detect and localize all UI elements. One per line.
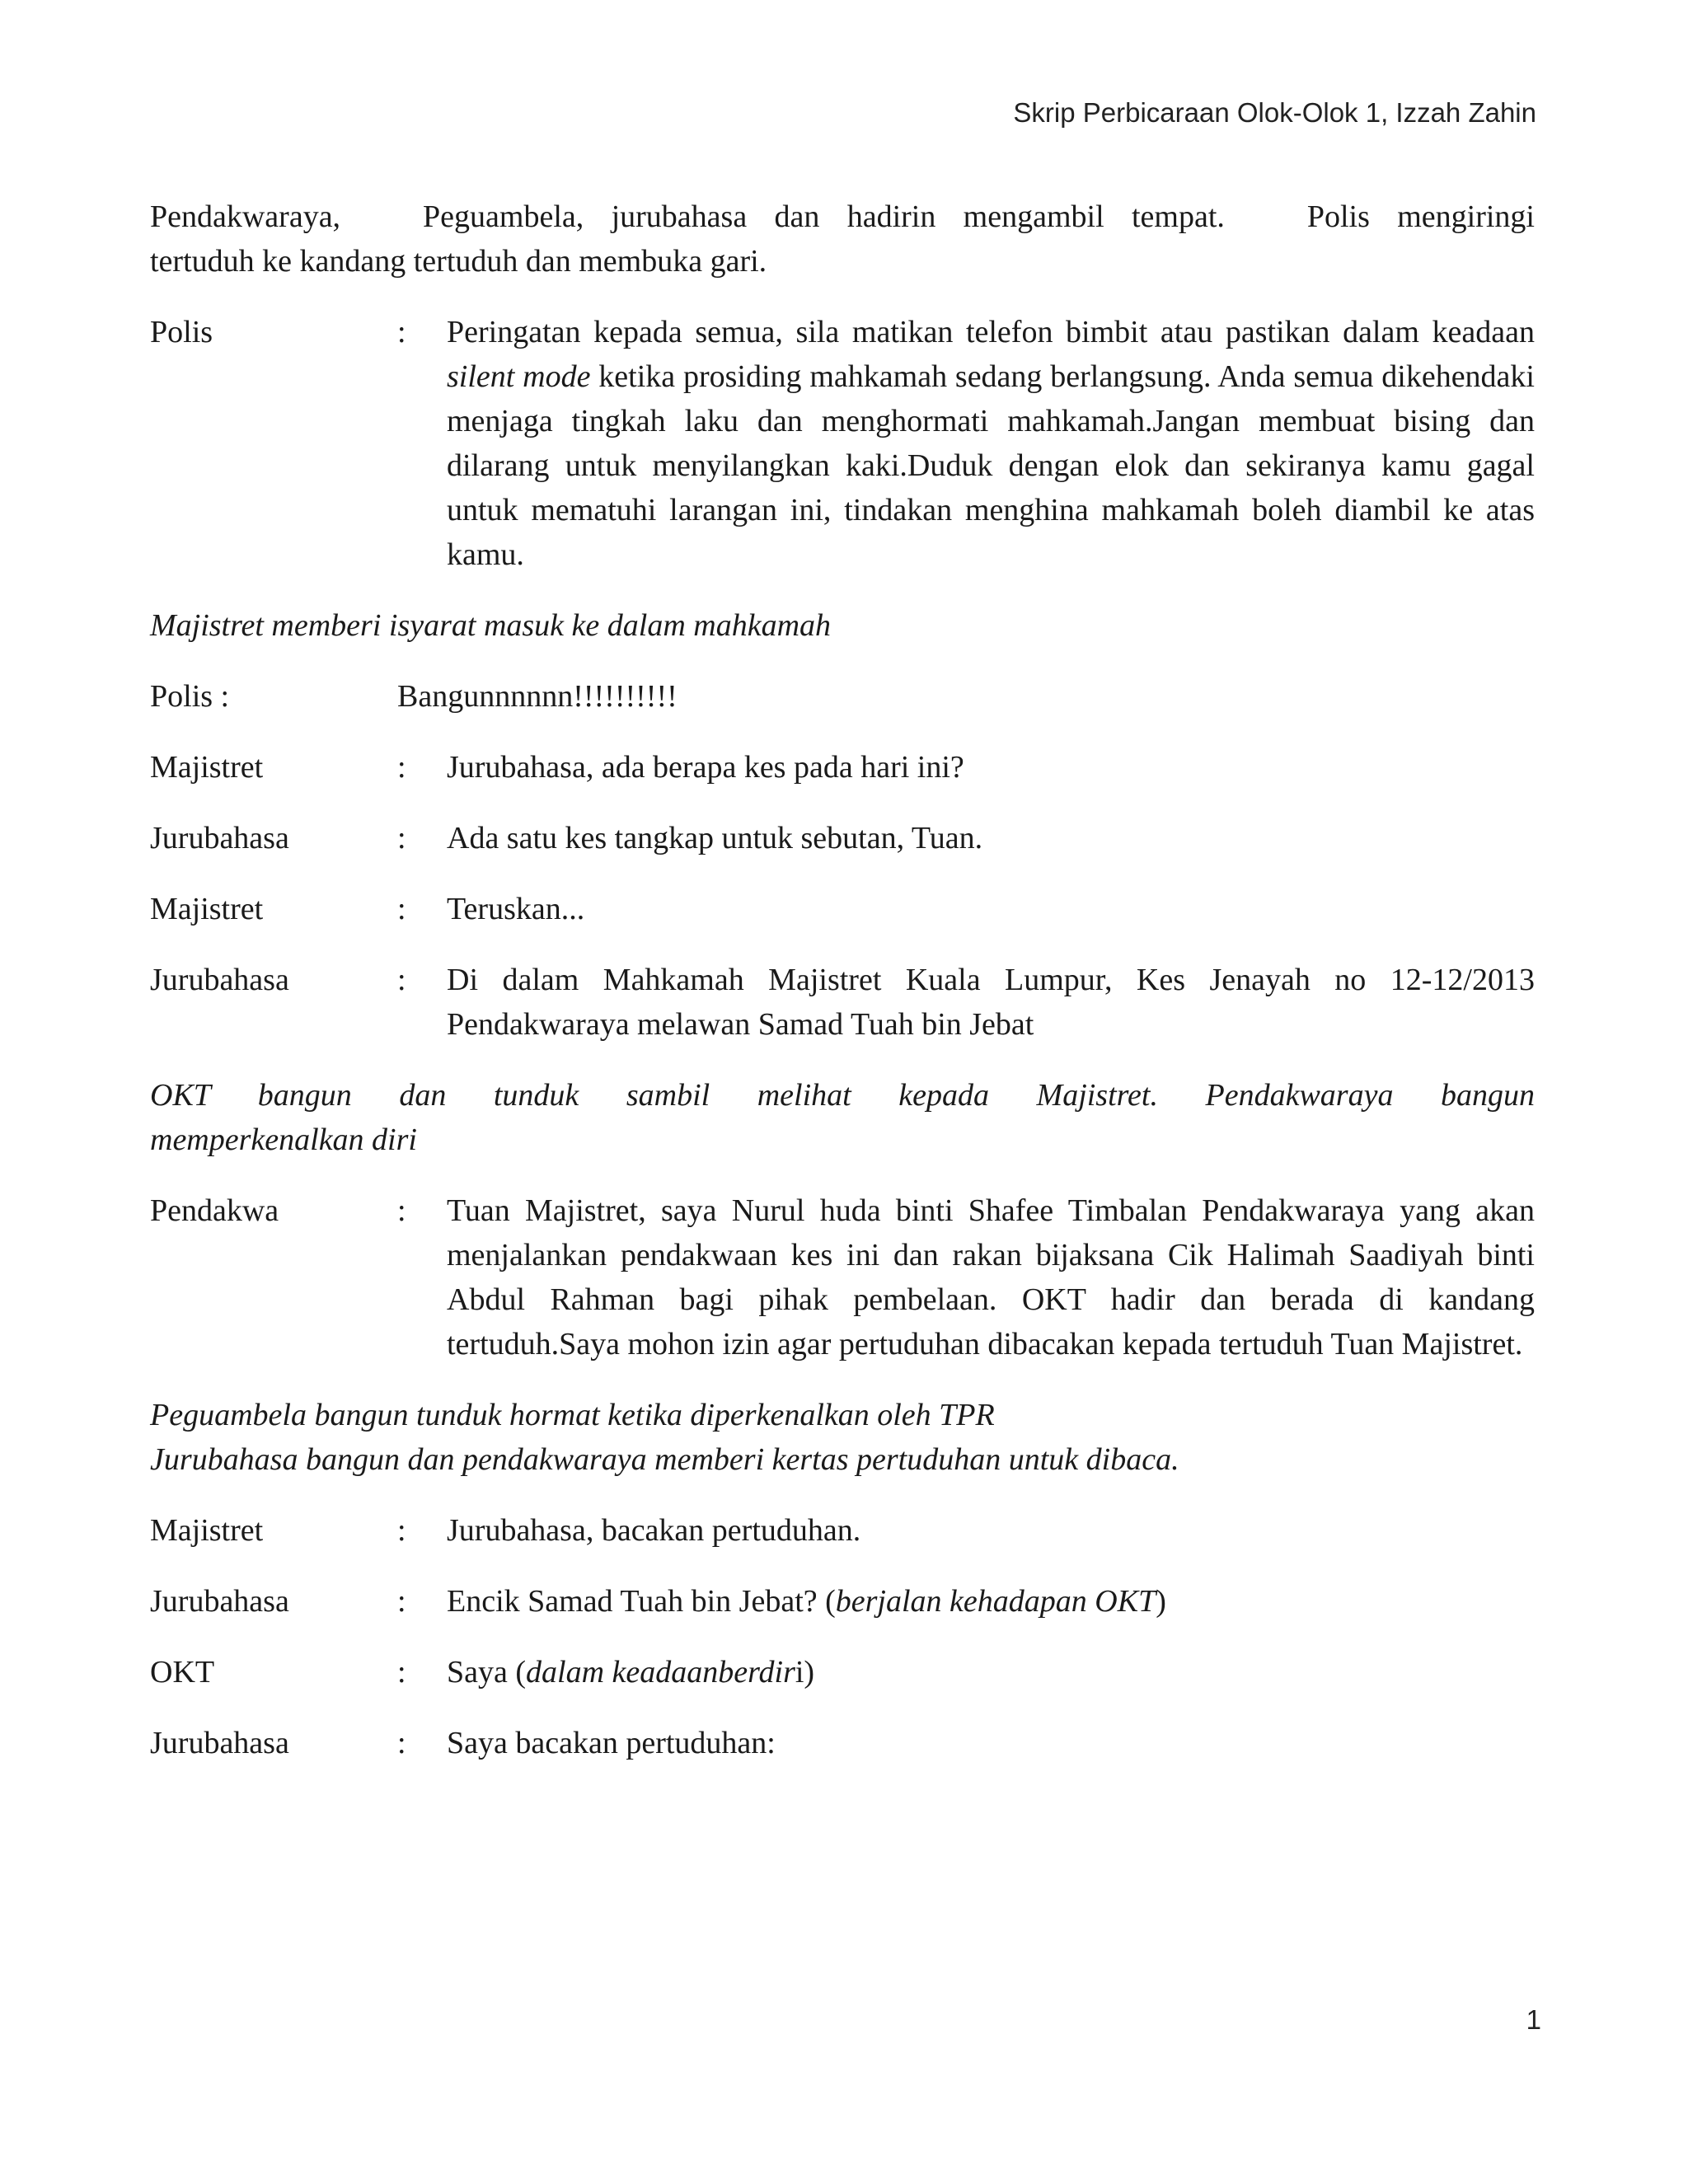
speech-text: Tuan Majistret, saya Nurul huda binti Shafee Timbalan Pendakwaraya yang akan menjalankan pendakwaan kes ini dan rakan bijaksana Cik Halimah Saadiyah binti Abdul Rahman bagi pihak pembelaan. OKT hadir dan berada di kandang tertuduh.Saya mohon izin agar pertuduhan dibacakan kepada tertuduh Tuan Majistret. bbox=[447, 1193, 1535, 1361]
page-header: Skrip Perbicaraan Olok-Olok 1, Izzah Zahin bbox=[1013, 97, 1536, 128]
speaker-colon: : bbox=[397, 821, 406, 855]
dialogue-entry bbox=[150, 1721, 1535, 1765]
speech-text-part: Saya ( bbox=[447, 1655, 527, 1690]
intro-paragraph bbox=[150, 194, 1535, 284]
speaker-colon: : bbox=[397, 1584, 406, 1619]
speech-text-part: Encik Samad Tuah bin Jebat? ( bbox=[447, 1584, 836, 1619]
speech-text bbox=[447, 958, 1535, 1047]
speaker-label: Polis : bbox=[150, 679, 230, 714]
speech-text: Saya bacakan pertuduhan: bbox=[447, 1726, 776, 1760]
speaker-colon: : bbox=[397, 1513, 406, 1548]
speech-text: Ada satu kes tangkap untuk sebutan, Tuan. bbox=[447, 821, 983, 855]
speaker-label: Majistret bbox=[150, 892, 264, 926]
dialogue-entry bbox=[150, 745, 1535, 790]
speech-text bbox=[447, 1650, 1535, 1694]
speech-italic-direction: dalam keadaanberdir bbox=[526, 1655, 795, 1690]
speech-text-part: ) bbox=[1156, 1584, 1166, 1619]
dialogue-entry bbox=[150, 816, 1535, 860]
speech-text bbox=[447, 1579, 1535, 1624]
intro-line-2: tertuduh ke kandang tertuduh dan membuka gari. bbox=[150, 244, 767, 279]
intro-line-1: Pendakwaraya, Peguambela, jurubahasa dan hadirin mengambil tempat. Polis mengiringi bbox=[150, 199, 1535, 234]
speech-text-part: i) bbox=[795, 1655, 815, 1690]
stage-direction bbox=[150, 1073, 1535, 1162]
stage-direction: Jurubahasa bangun dan pendakwaraya memberi kertas pertuduhan untuk dibaca. bbox=[150, 1442, 1179, 1477]
speaker-label: Majistret bbox=[150, 750, 264, 785]
speaker-colon: : bbox=[397, 963, 406, 997]
speaker-label: Jurubahasa bbox=[150, 963, 289, 997]
speech-text: Jurubahasa, ada berapa kes pada hari ini? bbox=[447, 750, 964, 785]
dialogue-entry bbox=[150, 1508, 1535, 1553]
speaker-colon: : bbox=[397, 315, 406, 349]
speaker-colon: : bbox=[397, 1655, 406, 1690]
speech-text-part: Peringatan kepada semua, sila matikan telefon bimbit atau pastikan dalam keadaan bbox=[447, 315, 1535, 349]
speaker-label: Polis bbox=[150, 315, 213, 349]
speech-text bbox=[447, 310, 1535, 577]
speech-text-part: ketika prosiding mahkamah sedang berlangsung. Anda semua dikehendaki menjaga tingkah laku dan menghormati mahkamah.Jangan membuat bising dan dilarang untuk menyilangkan kaki.Duduk dengan elok dan sekiranya kamu gagal untuk mematuhi larangan ini, tindakan menghina mahkamah boleh diambil ke atas kamu. bbox=[447, 359, 1535, 572]
speaker-label: Jurubahasa bbox=[150, 821, 289, 855]
speech-text: Teruskan... bbox=[447, 892, 585, 926]
speaker-colon: : bbox=[397, 1193, 406, 1228]
stage-direction-line: memperkenalkan diri bbox=[150, 1122, 417, 1157]
speech-text: Jurubahasa, bacakan pertuduhan. bbox=[447, 1513, 861, 1548]
dialogue-entry bbox=[150, 674, 1535, 719]
page-number: 1 bbox=[1526, 2004, 1541, 2035]
speaker-colon: : bbox=[397, 1726, 406, 1760]
stage-direction-line: OKT bangun dan tunduk sambil melihat kepada Majistret. Pendakwaraya bangun bbox=[150, 1078, 1535, 1113]
dialogue-entry bbox=[150, 958, 1535, 1047]
speaker-colon: : bbox=[397, 750, 406, 785]
speech-line: Di dalam Mahkamah Majistret Kuala Lumpur, Kes Jenayah no 12-12/2013 bbox=[447, 963, 1535, 997]
dialogue-entry bbox=[150, 887, 1535, 931]
speech-italic-direction: berjalan kehadapan OKT bbox=[835, 1584, 1156, 1619]
speech-line: Pendakwaraya melawan Samad Tuah bin Jebat bbox=[447, 1007, 1034, 1042]
speaker-label: Pendakwa bbox=[150, 1193, 279, 1228]
dialogue-entry bbox=[150, 1650, 1535, 1694]
dialogue-entry bbox=[150, 1188, 1535, 1366]
speaker-label: Jurubahasa bbox=[150, 1584, 289, 1619]
stage-direction: Majistret memberi isyarat masuk ke dalam mahkamah bbox=[150, 608, 832, 643]
dialogue-entry bbox=[150, 310, 1535, 577]
speaker-label: Majistret bbox=[150, 1513, 264, 1548]
document-body bbox=[150, 194, 1535, 1792]
speech-italic-term: silent mode bbox=[447, 359, 591, 394]
stage-direction: Peguambela bangun tunduk hormat ketika diperkenalkan oleh TPR bbox=[150, 1398, 995, 1432]
speaker-colon: : bbox=[397, 892, 406, 926]
dialogue-entry bbox=[150, 1579, 1535, 1624]
speaker-label: OKT bbox=[150, 1655, 215, 1690]
speaker-label: Jurubahasa bbox=[150, 1726, 289, 1760]
speech-text: Bangunnnnnn!!!!!!!!!! bbox=[397, 679, 678, 714]
